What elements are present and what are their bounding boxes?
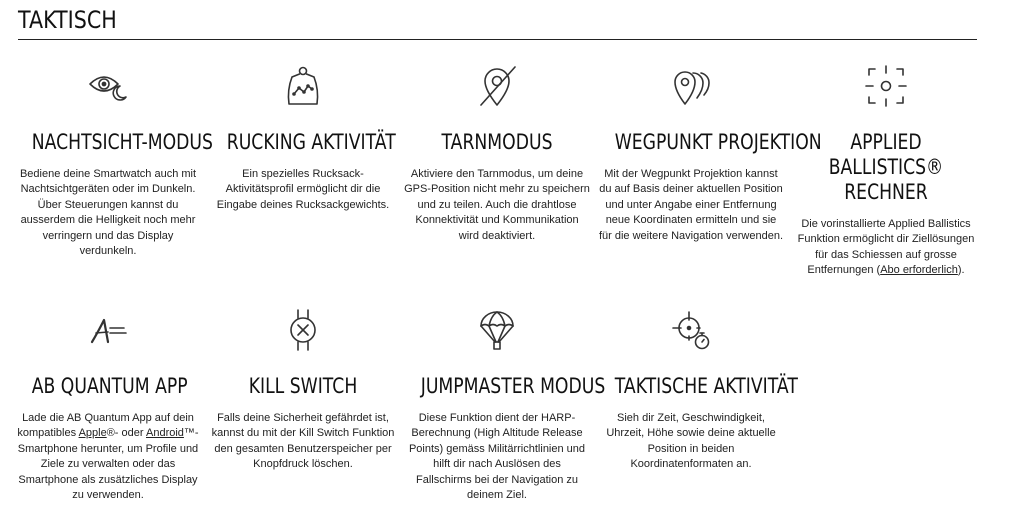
feature-waypoint: [598, 62, 822, 244]
feature-title: RUCKING AKTIVITÄT: [226, 130, 396, 154]
feature-title: APPLIED BALLISTICS® RECHNER: [828, 130, 944, 204]
feature-description: Falls deine Sicherheit gefährdet ist, kannst du mit der Kill Switch Funktion den gesamten Benutzerspeicher per Knopfdruck löschen.: [211, 412, 395, 471]
target-stopwatch-icon: [667, 306, 715, 354]
location-off-icon: [473, 62, 521, 110]
section-title: TAKTISCH: [18, 6, 117, 34]
feature-night-vision: [15, 62, 213, 259]
parachute-icon: [473, 306, 521, 354]
feature-title: AB QUANTUM APP: [31, 374, 188, 398]
feature-jumpmaster: [404, 306, 606, 503]
feature-description: Aktiviere den Tarnmodus, um deine GPS-Position nicht mehr zu speichern und zu teilen. Auch die drahtlose Konnektivität und Kommunikation wird deaktiviert.: [404, 168, 590, 242]
crosshair-icon: [862, 62, 910, 110]
section-divider: [18, 39, 977, 40]
feature-title: TAKTISCHE AKTIVITÄT: [614, 374, 798, 398]
feature-title: TARNMODUS: [441, 130, 553, 154]
feature-description: Ein spezielles Rucksack-Aktivitätsprofil ermöglicht dir die Eingabe deines Rucksackgewichts.: [216, 168, 390, 211]
feature-rucking: [210, 62, 396, 213]
feature-stealth: [404, 62, 590, 244]
feature-description: Diese Funktion dient der HARP-Berechnung (High Altitude Release Points) gemäss Militärrichtlinien und hilft dir nach Auslösen des Fallschirms bei der Navigation zu deinem Ziel.: [408, 412, 586, 502]
feature-description: Die vorinstallierte Applied Ballistics Funktion ermöglicht dir Ziellösungen für das Schiessen auf grosse Entfernungen (Abo erforderlich).: [797, 218, 975, 277]
feature-title: KILL SWITCH: [248, 374, 358, 398]
feature-description: Mit der Wegpunkt Projektion kannst du auf Basis deiner aktuellen Position und unter Angabe einer Entfernung neue Koordinaten ermitteln und sie für die weitere Navigation verwenden.: [598, 168, 784, 242]
feature-tactical-activity: [598, 306, 798, 473]
feature-title: WEGPUNKT PROJEKTION: [614, 130, 822, 154]
feature-description: Lade die AB Quantum App auf dein kompatibles Apple®- oder Android™-Smartphone herunter, um Profile und Ziele zu verwalten oder das Smartphone als zusätzliches Display zu verwenden.: [17, 412, 199, 502]
feature-title: JUMPMASTER MODUS: [420, 374, 606, 398]
watch-x-icon: [279, 306, 327, 354]
feature-applied-ballistics: [793, 62, 979, 279]
feature-kill-switch: [210, 306, 396, 473]
android-link[interactable]: Android: [146, 427, 184, 440]
feature-ab-quantum: [15, 306, 201, 503]
rucksack-weight-icon: [279, 62, 327, 110]
feature-description: Sieh dir Zeit, Geschwindigkeit, Uhrzeit, Höhe sowie deine aktuelle Position in beiden Koordinatenformaten an.: [606, 412, 776, 471]
waypoint-pins-icon: [667, 62, 715, 110]
ab-quantum-logo-icon: [84, 306, 132, 354]
apple-link[interactable]: Apple: [78, 427, 107, 440]
feature-description: Bediene deine Smartwatch auch mit Nachtsichtgeräten oder im Dunkeln. Über Steuerungen kannst du ausserdem die Helligkeit noch mehr verringern und das Display verdunkeln.: [19, 168, 197, 258]
subscription-required-link[interactable]: Abo erforderlich: [880, 264, 958, 277]
night-vision-eye-icon: [84, 62, 132, 110]
feature-title: NACHTSICHT-MODUS: [31, 130, 213, 154]
